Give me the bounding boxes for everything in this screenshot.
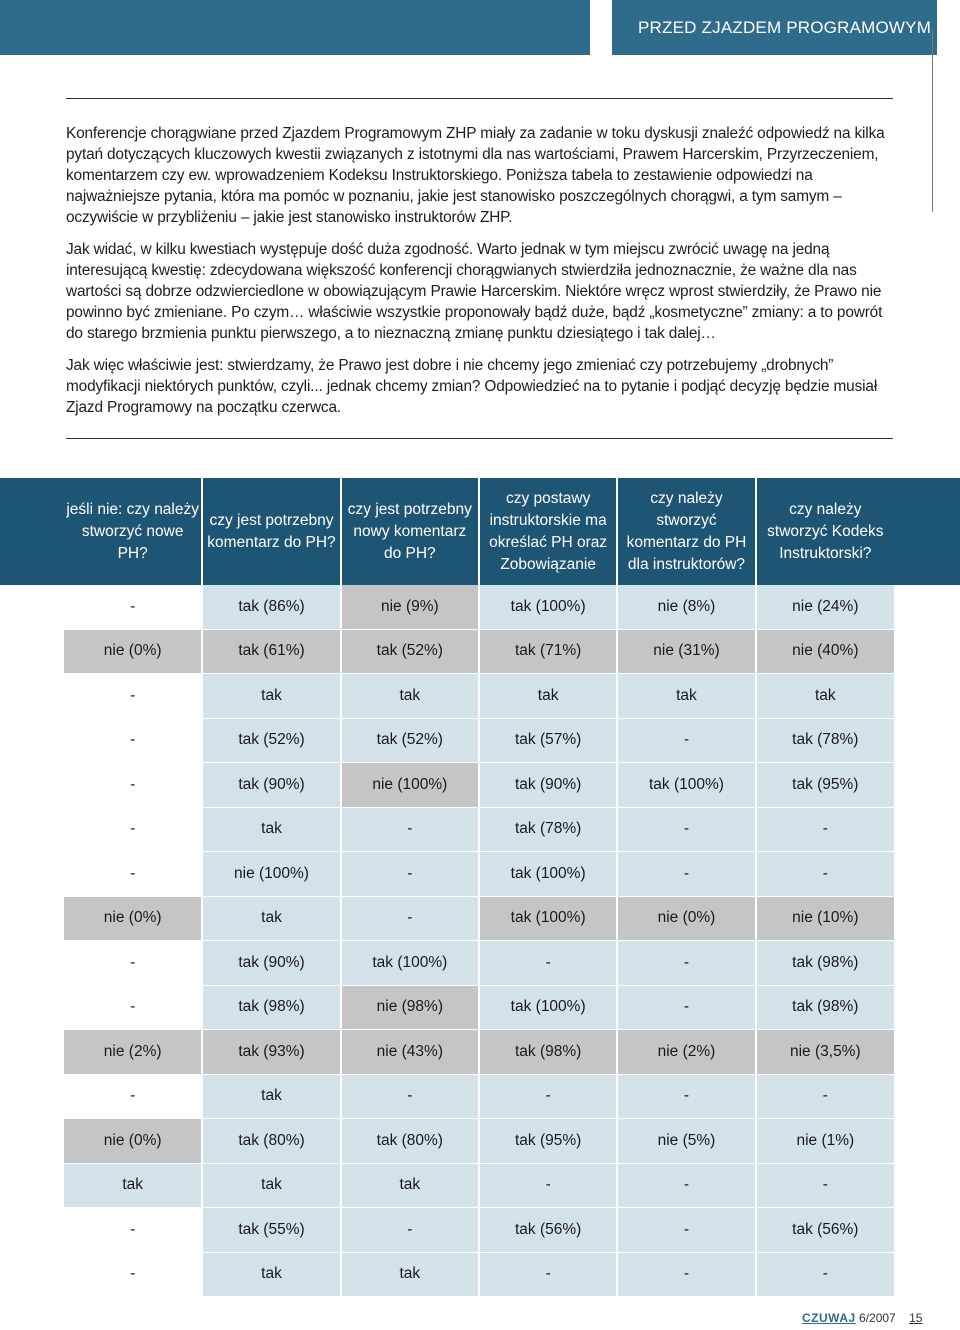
- table-cell: tak: [341, 674, 479, 719]
- table-row: [64, 1074, 894, 1119]
- table-cell: tak (100%): [479, 896, 617, 941]
- table-cell: tak (90%): [202, 941, 340, 986]
- table-cell: -: [64, 985, 202, 1030]
- table-cell: -: [617, 941, 755, 986]
- table-cell: tak (98%): [756, 941, 894, 986]
- table-cell: nie (5%): [617, 1119, 755, 1164]
- table-cell: tak (100%): [341, 941, 479, 986]
- table-cell: tak (52%): [202, 718, 340, 763]
- table-cell: nie (31%): [617, 629, 755, 674]
- table-cell: -: [756, 1252, 894, 1297]
- table-row: [64, 896, 894, 941]
- header-bar: [0, 0, 590, 55]
- table-cell: tak: [202, 896, 340, 941]
- table-cell: -: [64, 941, 202, 986]
- table-cell: nie (0%): [617, 896, 755, 941]
- table-row: [64, 629, 894, 674]
- table-cell: -: [756, 852, 894, 897]
- table-cell: -: [64, 763, 202, 808]
- table-row: [64, 985, 894, 1030]
- table-row: [64, 941, 894, 986]
- table-cell: -: [64, 585, 202, 629]
- table-cell: -: [64, 718, 202, 763]
- table-cell: -: [341, 896, 479, 941]
- column-header: czy jest potrzebny nowy komentarz do PH?: [341, 478, 479, 585]
- table-cell: -: [64, 807, 202, 852]
- table-cell: tak: [756, 674, 894, 719]
- table-cell: tak (90%): [202, 763, 340, 808]
- table-cell: -: [64, 1208, 202, 1253]
- table-cell: nie (8%): [617, 585, 755, 629]
- table-cell: tak: [341, 1163, 479, 1208]
- table-cell: tak: [479, 674, 617, 719]
- bottom-divider: [66, 438, 893, 439]
- table-cell: -: [479, 941, 617, 986]
- table-cell: nie (100%): [202, 852, 340, 897]
- table-row: [64, 807, 894, 852]
- table-row: [64, 1119, 894, 1164]
- table-cell: nie (2%): [64, 1030, 202, 1075]
- magazine-name: CZUWAJ: [802, 1311, 856, 1325]
- table-cell: tak (52%): [341, 718, 479, 763]
- table-cell: nie (0%): [64, 1119, 202, 1164]
- table-cell: nie (98%): [341, 985, 479, 1030]
- table-cell: tak: [202, 1252, 340, 1297]
- table-cell: nie (43%): [341, 1030, 479, 1075]
- table-cell: nie (24%): [756, 585, 894, 629]
- table-cell: nie (0%): [64, 629, 202, 674]
- issue-number: 6/2007: [859, 1311, 896, 1325]
- table-header-row: [64, 478, 894, 585]
- table-cell: -: [341, 1208, 479, 1253]
- vertical-rule: [932, 30, 933, 212]
- table-cell: nie (100%): [341, 763, 479, 808]
- table-cell: tak: [202, 674, 340, 719]
- table-cell: tak (78%): [479, 807, 617, 852]
- table-cell: tak (100%): [479, 852, 617, 897]
- table-cell: nie (10%): [756, 896, 894, 941]
- table-cell: tak (57%): [479, 718, 617, 763]
- intro-paragraph: Jak więc właściwie jest: stwierdzamy, że Prawo jest dobre i nie chcemy jego zmieniać czy potrzebujemy „drobnych” modyfikacji niektórych punktów, czyli... jednak chcemy zmian? Odpowiedzieć na to pytanie i podjąć decyzję będzie musiał Zjazd Programowy na początku czerwca.: [66, 357, 878, 416]
- table-cell: tak (61%): [202, 629, 340, 674]
- table-cell: -: [617, 852, 755, 897]
- table-cell: -: [617, 1074, 755, 1119]
- table-row: [64, 1030, 894, 1075]
- table-cell: tak: [617, 674, 755, 719]
- table-cell: -: [617, 807, 755, 852]
- table-cell: tak (78%): [756, 718, 894, 763]
- table-cell: nie (1%): [756, 1119, 894, 1164]
- table-cell: tak: [202, 807, 340, 852]
- table-cell: tak (56%): [756, 1208, 894, 1253]
- table-cell: tak (98%): [756, 985, 894, 1030]
- table-cell: -: [617, 718, 755, 763]
- table-cell: tak (56%): [479, 1208, 617, 1253]
- table-cell: nie (9%): [341, 585, 479, 629]
- table-cell: tak (90%): [479, 763, 617, 808]
- table-cell: tak (71%): [479, 629, 617, 674]
- table-row: [64, 1252, 894, 1297]
- column-header: czy należy stworzyć komentarz do PH dla instruktorów?: [617, 478, 755, 585]
- table-cell: -: [756, 1163, 894, 1208]
- table-cell: nie (40%): [756, 629, 894, 674]
- table-cell: -: [64, 1074, 202, 1119]
- table-row: [64, 1163, 894, 1208]
- column-header: czy jest potrzebny komentarz do PH?: [202, 478, 340, 585]
- table-cell: tak: [64, 1163, 202, 1208]
- table-cell: tak (80%): [202, 1119, 340, 1164]
- page-footer: [802, 1311, 922, 1325]
- table-row: [64, 852, 894, 897]
- table-row: [64, 585, 894, 629]
- table-cell: nie (2%): [617, 1030, 755, 1075]
- table-cell: tak (95%): [479, 1119, 617, 1164]
- top-divider: [66, 98, 893, 99]
- table-cell: tak (95%): [756, 763, 894, 808]
- table-cell: tak (93%): [202, 1030, 340, 1075]
- page-number: 15: [909, 1311, 923, 1325]
- table-cell: -: [756, 1074, 894, 1119]
- table-cell: tak: [202, 1163, 340, 1208]
- table-cell: tak (100%): [617, 763, 755, 808]
- results-table: [64, 478, 894, 1297]
- table-cell: -: [617, 985, 755, 1030]
- table-cell: -: [64, 1252, 202, 1297]
- intro-paragraph: Jak widać, w kilku kwestiach występuje dość duża zgodność. Warto jednak w tym miejscu zwrócić uwagę na jedną interesującą kwestię: zdecydowana większość konferencji chorągwianych stwierdziła jednoznacznie, że ważne dla nas wartości są dobrze odzwierciedlone w obowiązującym Prawie Harcerskim. Niektóre wręcz wprost stwierdziły, że Prawo nie powinno być zmieniane. Po czym… właściwie wszystkie proponowały bądź duże, bądź „kosmetyczne” zmiany: a to powrót do starego brzmienia punktu pierwszego, a to nieznaczną zmianę punktu dziesiątego i tak dalej…: [66, 241, 883, 342]
- table-cell: tak (100%): [479, 585, 617, 629]
- table-cell: tak (98%): [202, 985, 340, 1030]
- intro-text: [66, 123, 898, 429]
- column-header: czy postawy instruktorskie ma określać PH oraz Zobowiązanie: [479, 478, 617, 585]
- table-row: [64, 1208, 894, 1253]
- column-header: czy należy stworzyć Kodeks Instruktorski?: [767, 500, 884, 562]
- table-cell: -: [617, 1208, 755, 1253]
- table-cell: tak (100%): [479, 985, 617, 1030]
- table-cell: -: [617, 1163, 755, 1208]
- table-cell: tak (98%): [479, 1030, 617, 1075]
- table-cell: tak: [341, 1252, 479, 1297]
- table-cell: -: [64, 674, 202, 719]
- table-cell: -: [756, 807, 894, 852]
- table-cell: tak (80%): [341, 1119, 479, 1164]
- table-cell: nie (0%): [64, 896, 202, 941]
- table-cell: tak: [202, 1074, 340, 1119]
- column-header: jeśli nie: czy należy stworzyć nowe PH?: [64, 478, 202, 585]
- table-row: [64, 718, 894, 763]
- table-cell: tak (86%): [202, 585, 340, 629]
- table-row: [64, 763, 894, 808]
- table-cell: -: [341, 807, 479, 852]
- table-cell: -: [64, 852, 202, 897]
- table-cell: tak (52%): [341, 629, 479, 674]
- table-cell: -: [479, 1163, 617, 1208]
- table-cell: -: [341, 852, 479, 897]
- section-title: PRZED ZJAZDEM PROGRAMOWYM: [612, 0, 937, 55]
- table-cell: -: [617, 1252, 755, 1297]
- intro-paragraph: Konferencje chorągwiane przed Zjazdem Programowym ZHP miały za zadanie w toku dyskusji znaleźć odpowiedź na kilka pytań dotyczących kluczowych kwestii związanych z istotnymi dla nas wartościami, Prawem Harcerskim, Przyrzeczeniem, komentarzem czy ew. wprowadzeniem Kodeksu Instruktorskiego. Poniższa tabela to zestawienie odpowiedzi na najważniejsze pytania, która ma pomóc w poznaniu, jakie jest stanowisko poszczególnych chorągwi, a tym samym – oczywiście w przybliżeniu – jakie jest stanowisko instruktorów ZHP.: [66, 125, 885, 226]
- table-cell: -: [479, 1074, 617, 1119]
- table-cell: nie (3,5%): [756, 1030, 894, 1075]
- table-cell: tak (55%): [202, 1208, 340, 1253]
- table-row: [64, 674, 894, 719]
- table-cell: -: [479, 1252, 617, 1297]
- table-cell: -: [341, 1074, 479, 1119]
